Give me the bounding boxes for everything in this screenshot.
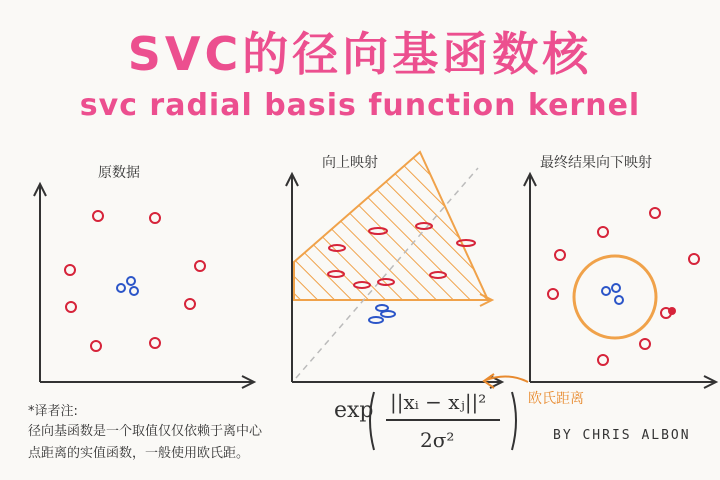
outer-point	[93, 211, 103, 221]
outer-point	[555, 250, 565, 260]
panel1-inner-points	[117, 277, 138, 295]
outer-point	[91, 341, 101, 351]
panel3-axes	[524, 174, 716, 388]
inner-point	[615, 296, 623, 304]
author-credit: BY CHRIS ALBON	[553, 428, 691, 443]
outer-point	[195, 261, 205, 271]
panel-label-map-down: 最终结果向下映射	[540, 155, 652, 171]
outer-point	[66, 302, 76, 312]
title-chinese: SVC的径向基函数核	[127, 27, 593, 81]
euclidean-distance-label: 欧氏距离	[528, 391, 584, 407]
outer-point	[185, 299, 195, 309]
inner-point	[612, 284, 620, 292]
panel1-axes	[34, 184, 254, 388]
outer-point	[650, 208, 660, 218]
formula-numerator: ||xᵢ − xⱼ||²	[390, 390, 487, 414]
inner-point	[127, 277, 135, 285]
inner-point	[369, 317, 383, 323]
translator-note-heading: *译者注:	[28, 404, 78, 419]
formula-denominator: 2σ²	[420, 428, 455, 452]
translator-note-line1: 径向基函数是一个取值仅仅依赖于离中心	[28, 424, 263, 439]
panel2-inner-points	[369, 305, 395, 323]
hatched-hyperplane	[294, 152, 488, 300]
outer-point	[640, 339, 650, 349]
outer-point	[150, 213, 160, 223]
highlighted-point	[668, 307, 676, 315]
inner-point	[376, 305, 388, 311]
outer-point	[598, 227, 608, 237]
panel-label-original-data: 原数据	[98, 165, 140, 181]
outer-point	[689, 254, 699, 264]
outer-point	[65, 265, 75, 275]
panel3-outer-points	[548, 208, 699, 365]
outer-point	[598, 355, 608, 365]
inner-point	[602, 287, 610, 295]
formula-prefix: exp	[334, 398, 374, 423]
title-english: svc radial basis function kernel	[79, 88, 641, 123]
panel-label-map-up: 向上映射	[322, 155, 378, 171]
inner-point	[130, 287, 138, 295]
outer-point	[150, 338, 160, 348]
translator-note-line2: 点距离的实值函数，一般使用欧氏距。	[28, 446, 250, 461]
inner-point	[117, 284, 125, 292]
panel3-inner-points	[602, 284, 623, 304]
outer-point	[548, 289, 558, 299]
